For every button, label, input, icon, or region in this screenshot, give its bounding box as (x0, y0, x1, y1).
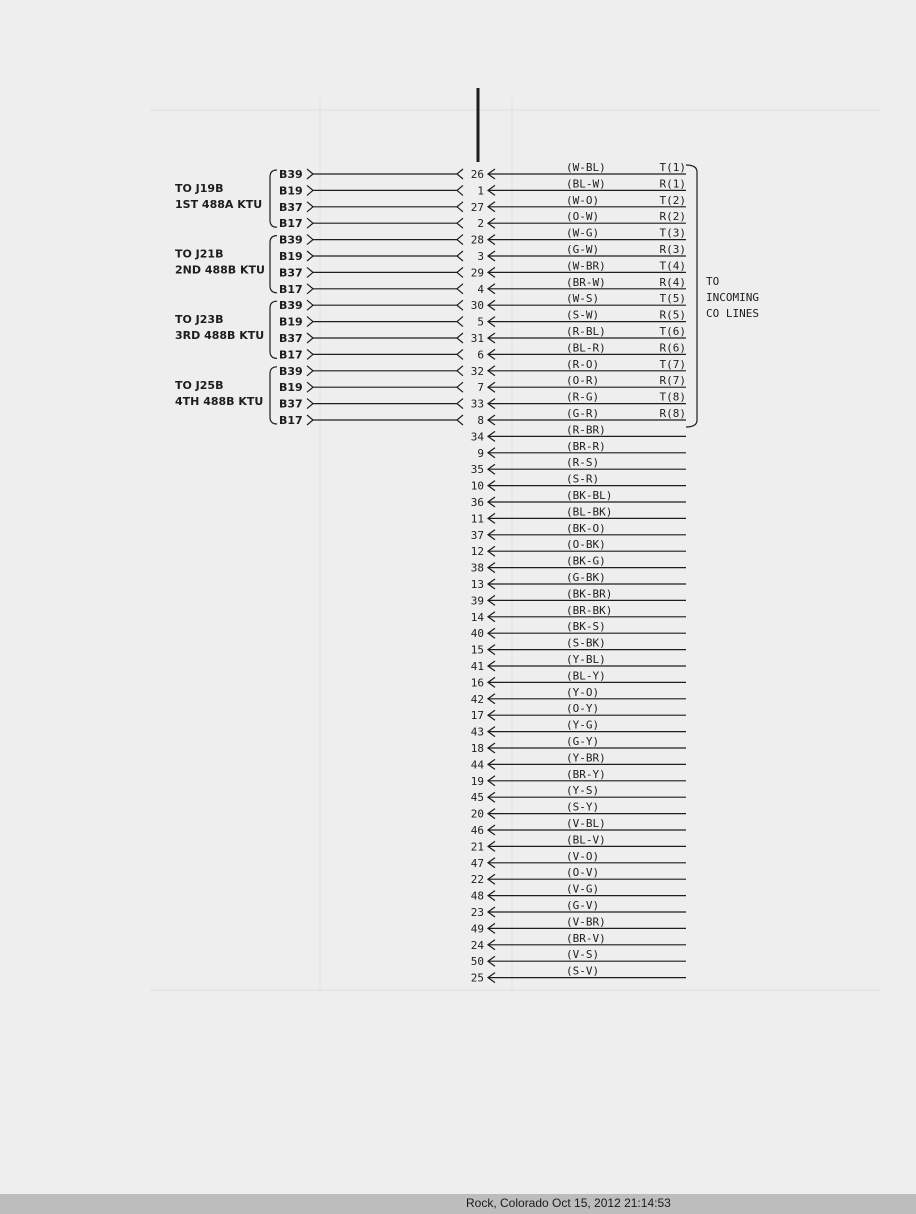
b-lead-arrow (307, 284, 313, 294)
color-code: (BL-V) (566, 833, 606, 847)
b-lead-arrow (307, 218, 313, 228)
b-lead-label: B39 (279, 168, 303, 181)
tip-ring-label: R(8) (659, 407, 686, 420)
pin-number: 46 (470, 824, 484, 837)
color-code: (BR-R) (566, 439, 606, 453)
connector-arrow (457, 333, 463, 343)
ktu-group (175, 168, 463, 230)
tip-ring-label: T(2) (659, 193, 686, 207)
connector-arrow (457, 317, 463, 327)
pin-number: 12 (470, 545, 484, 559)
connector-arrow (457, 349, 463, 359)
connector-arrow (457, 415, 463, 425)
color-code: (G-W) (566, 243, 600, 256)
tip-ring-label: R(7) (659, 374, 686, 388)
co-lines-label (706, 275, 759, 320)
color-code: (BK-BL) (566, 489, 613, 502)
b-lead-label: B19 (279, 250, 303, 263)
b-lead-arrow (307, 267, 313, 277)
ktu-unit-label: 3RD 488B KTU (175, 329, 265, 343)
tip-ring-label: T(5) (659, 292, 686, 306)
pin-number: 20 (470, 807, 484, 821)
pin-number: 5 (477, 315, 484, 329)
b-lead-label: B39 (279, 299, 303, 313)
b-lead-label: B37 (279, 266, 303, 280)
color-code: (Y-G) (566, 718, 600, 732)
ktu-group (175, 299, 463, 361)
co-label-line2: INCOMING (706, 291, 759, 304)
color-code: (G-Y) (566, 735, 600, 748)
tip-ring-label: T(3) (659, 226, 686, 240)
color-code: (O-W) (566, 210, 600, 224)
connector-arrow (457, 169, 463, 179)
color-code: (BL-Y) (566, 669, 606, 683)
pin-number: 13 (470, 578, 484, 591)
b-lead-arrow (307, 317, 313, 327)
connector-arrow (457, 185, 463, 195)
color-code: (R-O) (566, 357, 600, 371)
pin-number: 1 (477, 184, 484, 198)
b-lead-label: B17 (279, 282, 303, 296)
b-lead-arrow (307, 415, 313, 425)
b-lead-label: B17 (279, 217, 303, 231)
color-code: (BK-S) (566, 620, 606, 634)
pin-number: 40 (470, 627, 484, 641)
color-code: (BL-W) (566, 177, 606, 191)
pin-number: 17 (470, 709, 484, 723)
co-label-line1: TO (706, 275, 720, 288)
b-lead-label: B19 (279, 381, 303, 395)
tip-ring-label: T(7) (659, 357, 686, 371)
ktu-group (175, 365, 463, 427)
pin-number: 15 (470, 643, 484, 657)
pin-number: 29 (470, 266, 484, 280)
b-lead-arrow (307, 366, 313, 376)
connector-arrow (457, 218, 463, 228)
b-lead-label: B17 (279, 414, 303, 427)
color-code: (BR-W) (566, 275, 606, 289)
b-lead-arrow (307, 251, 313, 261)
pin-number: 47 (470, 856, 484, 870)
pin-number: 50 (470, 955, 484, 969)
pin-number: 31 (470, 332, 484, 345)
pin-number: 45 (470, 791, 484, 805)
b-lead-arrow (307, 349, 313, 359)
ktu-bracket (270, 301, 277, 358)
pin-number: 21 (470, 840, 484, 854)
b-lead-arrow (307, 169, 313, 179)
b-lead-label: B19 (279, 184, 303, 198)
pin-number: 7 (477, 381, 484, 395)
connector-arrow (457, 251, 463, 261)
tip-ring-label: T(8) (659, 390, 686, 404)
ktu-jack-label: TO J23B (175, 313, 224, 327)
b-lead-arrow (307, 399, 313, 409)
color-code: (W-BR) (566, 259, 606, 273)
b-lead-label: B39 (279, 364, 303, 378)
pin-number: 30 (470, 299, 484, 313)
b-lead-label: B17 (279, 348, 303, 362)
ktu-bracket (270, 367, 277, 424)
color-code: (S-W) (566, 308, 600, 322)
color-code: (V-G) (566, 882, 600, 896)
ktu-bracket (270, 236, 277, 293)
tip-ring-label: T(4) (659, 259, 686, 273)
color-code: (G-BK) (566, 571, 606, 584)
color-code: (R-G) (566, 390, 600, 404)
color-code: (BK-G) (566, 554, 606, 568)
connector-arrow (457, 300, 463, 310)
pin-number: 9 (477, 446, 484, 460)
pin-number: 24 (470, 938, 484, 952)
pin-number: 28 (470, 233, 484, 247)
color-code: (W-G) (566, 226, 600, 240)
pin-number: 38 (470, 561, 484, 575)
color-code: (G-R) (566, 407, 600, 420)
scan-footer-bar (0, 1194, 916, 1214)
pin-number: 32 (470, 364, 484, 378)
tip-ring-label: R(1) (659, 177, 686, 191)
pin-number: 23 (470, 906, 484, 919)
pin-number: 27 (470, 200, 484, 214)
color-code: (O-V) (566, 866, 600, 880)
color-code: (BR-BK) (566, 603, 613, 617)
b-lead-arrow (307, 382, 313, 392)
color-code: (BL-R) (566, 341, 606, 355)
color-code: (S-R) (566, 472, 600, 486)
pin-row (471, 965, 686, 985)
color-code: (S-BK) (566, 636, 606, 650)
connector-arrow (457, 202, 463, 212)
pin-number: 34 (470, 430, 484, 444)
color-code: (V-BL) (566, 817, 606, 830)
color-code: (W-BL) (566, 161, 606, 174)
color-code: (BR-Y) (566, 767, 606, 781)
b-lead-arrow (307, 202, 313, 212)
color-code: (R-BL) (566, 325, 606, 338)
b-lead-label: B37 (279, 397, 303, 411)
ktu-group (175, 234, 463, 296)
color-code: (R-BR) (566, 423, 606, 437)
color-code: (W-O) (566, 193, 600, 207)
b-lead-arrow (307, 185, 313, 195)
tip-ring-label: R(2) (659, 210, 686, 224)
b-lead-label: B39 (279, 233, 303, 247)
ktu-unit-label: 1ST 488A KTU (175, 198, 263, 211)
b-lead-label: B37 (279, 332, 303, 345)
color-code: (V-S) (566, 948, 600, 962)
color-code: (V-O) (566, 849, 600, 863)
connector-arrow (457, 235, 463, 245)
ktu-jack-label: TO J25B (175, 378, 224, 392)
tip-ring-label: T(6) (659, 325, 686, 338)
pin-number: 19 (470, 774, 484, 788)
color-code: (BK-O) (566, 521, 606, 535)
pin-number: 16 (470, 676, 484, 690)
ktu-jack-label: TO J21B (175, 247, 224, 261)
tip-ring-label: T(1) (659, 161, 686, 174)
connector-arrow (457, 382, 463, 392)
pin-number: 14 (470, 610, 484, 624)
pin-number: 43 (470, 725, 484, 739)
pin-number: 4 (477, 282, 484, 296)
color-code: (O-Y) (566, 702, 600, 716)
tip-ring-label: R(3) (659, 243, 686, 256)
color-code: (S-Y) (566, 800, 600, 814)
pin-number: 33 (470, 397, 484, 411)
tip-ring-label: R(4) (659, 275, 686, 289)
color-code: (V-BR) (566, 915, 606, 929)
pin-number: 26 (470, 168, 484, 181)
co-label-line3: CO LINES (706, 307, 759, 320)
connector-arrow (457, 366, 463, 376)
b-lead-arrow (307, 235, 313, 245)
ktu-jack-label: TO J19B (175, 182, 224, 195)
b-lead-label: B19 (279, 315, 303, 329)
ktu-bracket (270, 170, 277, 227)
pin-number: 3 (477, 250, 484, 263)
color-code: (R-S) (566, 456, 600, 470)
ktu-unit-label: 2ND 488B KTU (175, 263, 265, 277)
pin-number: 41 (470, 660, 484, 673)
pin-number: 6 (477, 348, 484, 362)
tip-ring-label: R(6) (659, 341, 686, 355)
color-code: (Y-O) (566, 685, 600, 699)
pin-number: 44 (470, 758, 484, 772)
pin-number: 36 (470, 496, 484, 509)
connector-arrow (457, 284, 463, 294)
color-code: (S-V) (566, 964, 600, 978)
b-lead-label: B37 (279, 200, 303, 214)
ktu-unit-label: 4TH 488B KTU (175, 394, 264, 408)
pin-number: 35 (470, 463, 484, 477)
pin-number: 42 (470, 692, 484, 706)
color-code: (BL-BK) (566, 505, 613, 519)
b-lead-arrow (307, 333, 313, 343)
pin-number: 22 (470, 873, 484, 887)
color-code: (Y-S) (566, 784, 600, 798)
color-code: (O-R) (566, 374, 600, 388)
pin-number: 48 (470, 889, 484, 903)
scan-stamp: Rock, Colorado Oct 15, 2012 21:14:53 (466, 1196, 671, 1210)
color-code: (G-V) (566, 899, 600, 912)
pin-number: 18 (470, 742, 484, 755)
color-code: (Y-BR) (566, 751, 606, 765)
pin-number: 49 (470, 922, 484, 936)
background-marks (150, 100, 880, 990)
pin-number: 11 (470, 512, 484, 526)
pin-number: 39 (470, 594, 484, 608)
color-code: (BR-V) (566, 931, 606, 945)
color-code: (BK-BR) (566, 587, 613, 601)
connector-arrow (457, 267, 463, 277)
color-code: (O-BK) (566, 538, 606, 552)
b-lead-arrow (307, 300, 313, 310)
co-lines-bracket (686, 165, 697, 427)
color-code: (Y-BL) (566, 653, 606, 666)
tip-ring-label: R(5) (659, 308, 686, 322)
color-code: (W-S) (566, 292, 600, 306)
connector-arrow (457, 399, 463, 409)
pin-number: 25 (470, 971, 484, 985)
pin-number: 37 (470, 528, 484, 542)
pin-number: 8 (477, 414, 484, 427)
pin-number: 10 (470, 479, 484, 493)
pin-number: 2 (477, 217, 484, 231)
